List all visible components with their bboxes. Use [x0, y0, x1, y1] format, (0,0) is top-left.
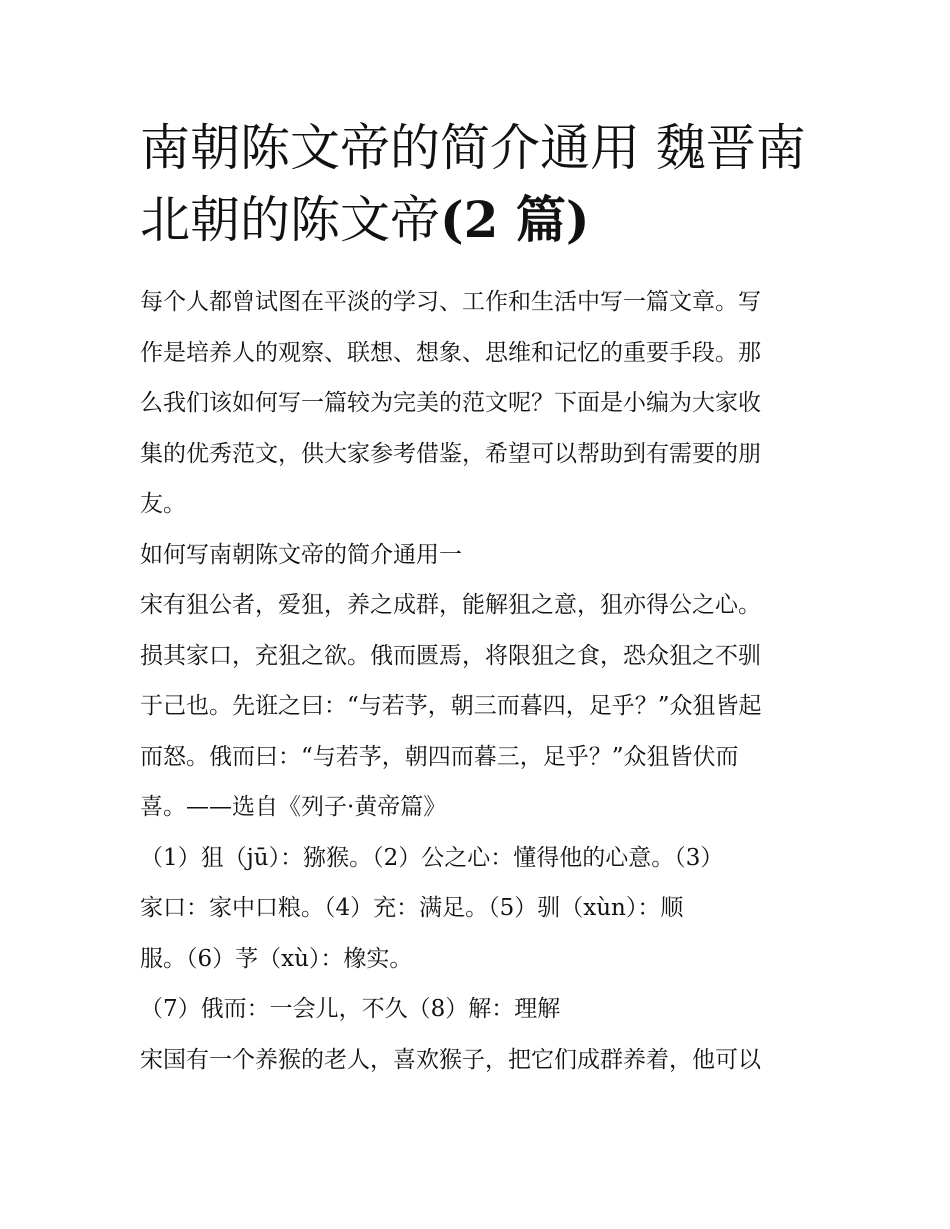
text-line: 集的优秀范文，供大家参考借鉴，希望可以帮助到有需要的朋 [140, 440, 761, 467]
text-line: 于己也。先诳之曰：“与若芧，朝三而暮四，足乎？”众狙皆起 [140, 693, 762, 719]
text-line: 家口：家中口粮。（4）充：满足。（5）驯（xùn）：顺 [140, 895, 684, 921]
section-heading [140, 530, 815, 581]
text-line: 宋国有一个养猴的老人，喜欢猴子，把它们成群养着，他可以 [140, 1046, 761, 1073]
text-line: 而怒。俄而曰：“与若芧，朝四而暮三，足乎？”众狙皆伏而 [140, 743, 739, 770]
story-paragraph [140, 580, 815, 833]
document-body [140, 277, 815, 1085]
text-line: 喜。——选自《列子·黄帝篇》 [140, 794, 447, 820]
text-line: 每个人都曾试图在平淡的学习、工作和生活中写一篇文章。写 [140, 289, 761, 315]
text-line: 么我们该如何写一篇较为完美的范文呢？下面是小编为大家收 [140, 390, 761, 416]
text-line: 友。 [140, 491, 186, 517]
notes-paragraph [140, 833, 815, 985]
text-line: （1）狙（jū）：猕猴。（2）公之心：懂得他的心意。（3） [140, 844, 724, 871]
text-line: 如何写南朝陈文帝的简介通用一 [140, 541, 462, 568]
text-line: （7）俄而：一会儿，不久（8）解：理解 [140, 996, 561, 1022]
translation-paragraph [140, 1035, 815, 1086]
text-line: 损其家口，充狙之欲。俄而匮焉，将限狙之食，恐众狙之不驯 [140, 642, 761, 669]
title-suffix: (2 篇) [440, 190, 590, 249]
document-title [140, 112, 820, 256]
text-line: 服。（6）芧（xù）：橡实。 [140, 945, 413, 972]
intro-paragraph [140, 277, 815, 530]
title-main: 南朝陈文帝的简介通用 魏晋南北朝的陈文帝 [140, 119, 806, 249]
text-line: 作是培养人的观察、联想、想象、思维和记忆的重要手段。那 [140, 339, 761, 366]
text-line: 宋有狙公者，爱狙，养之成群，能解狙之意，狙亦得公之心。 [140, 592, 761, 618]
notes-paragraph-continued [140, 984, 815, 1035]
